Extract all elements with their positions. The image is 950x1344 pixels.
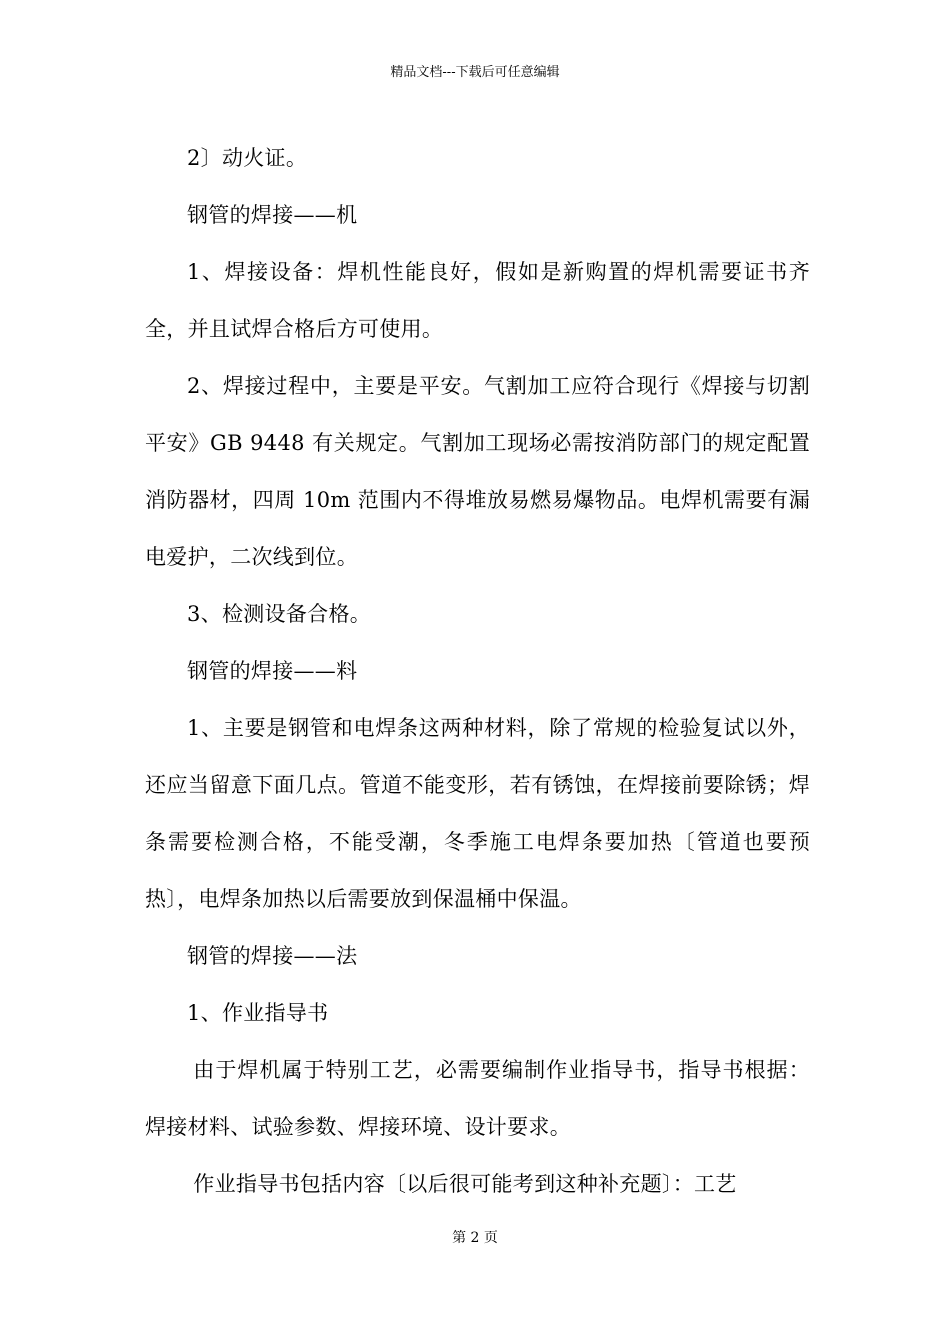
page-number: 第 2 页 [452,1230,498,1246]
heading-welding-material: 钢管的焊接——料 [187,659,358,683]
paragraph-work-instruction-content: 作业指导书包括内容〔以后很可能考到这种补充题〕：工艺 [193,1172,737,1196]
heading-welding-method: 钢管的焊接——法 [187,944,358,968]
paragraph-work-instruction-title: 1、作业指导书 [187,1001,329,1025]
paragraph-work-instruction-basis: 由于焊机属于特别工艺，必需要编制作业指导书，指导书根据：焊接材料、试验参数、焊接环境、设计要求。 [145,1058,810,1139]
paragraph-welding-safety: 2、焊接过程中，主要是平安。气割加工应符合现行《焊接与切割平安》GB 9448 有关规定。气割加工现场必需按消防部门的规定配置消防器材，四周 10m 范围内不得堆放易燃易爆物品。电焊机需要有漏电爱护，二次线到位。 [145,374,810,569]
paragraph-welding-equipment: 1、焊接设备：焊机性能良好，假如是新购置的焊机需要证书齐全，并且试焊合格后方可使用。 [145,260,810,341]
heading-welding-machine: 钢管的焊接——机 [187,203,358,227]
paragraph-materials: 1、主要是钢管和电焊条这两种材料，除了常规的检验复试以外，还应当留意下面几点。管道不能变形，若有锈蚀，在焊接前要除锈；焊条需要检测合格，不能受潮，冬季施工电焊条要加热〔管道也要预热〕，电焊条加热以后需要放到保温桶中保温。 [145,716,810,911]
paragraph-fire-permit: 2〕动火证。 [187,146,308,170]
page-header: 精品文档---下载后可任意编辑 [390,65,560,80]
paragraph-testing-equipment: 3、检测设备合格。 [187,602,372,626]
document-body [145,130,810,1213]
